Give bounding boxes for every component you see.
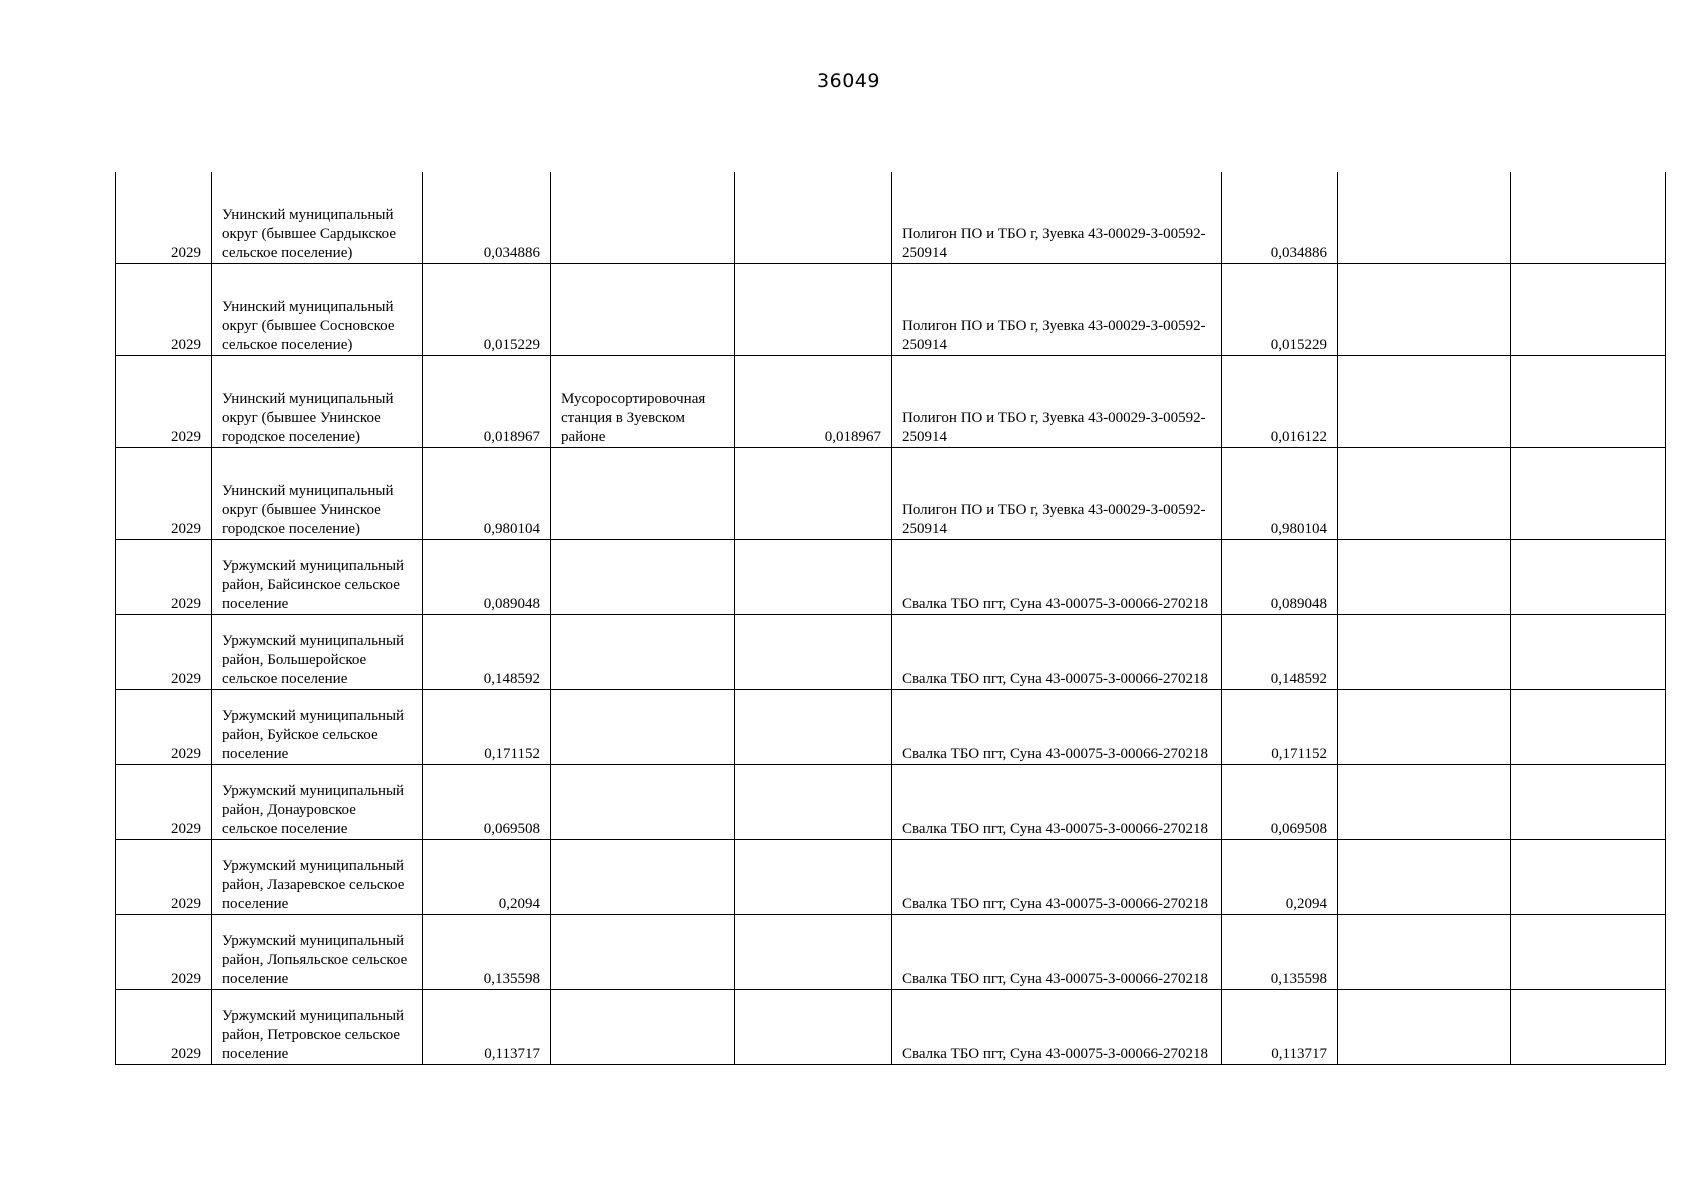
facility-volume-cell bbox=[735, 690, 892, 765]
year-cell: 2029 bbox=[116, 915, 212, 990]
volume-cell: 0,980104 bbox=[423, 448, 551, 540]
facility-volume-cell: 0,018967 bbox=[735, 356, 892, 448]
volume-cell: 0,018967 bbox=[423, 356, 551, 448]
volume-cell: 0,171152 bbox=[423, 690, 551, 765]
volume-cell: 0,069508 bbox=[423, 765, 551, 840]
extra-cell bbox=[1511, 840, 1666, 915]
disposal-object-cell: Свалка ТБО пгт, Суна 43-00075-З-00066-270218 bbox=[892, 990, 1222, 1065]
volume-cell: 0,015229 bbox=[423, 264, 551, 356]
municipality-cell: Уржумский муниципальный район, Лазаревское сельское поселение bbox=[212, 840, 423, 915]
table-row bbox=[116, 990, 1666, 1065]
extra-cell bbox=[1338, 540, 1511, 615]
disposal-object-cell: Свалка ТБО пгт, Суна 43-00075-З-00066-270218 bbox=[892, 615, 1222, 690]
disposal-object-cell: Свалка ТБО пгт, Суна 43-00075-З-00066-270218 bbox=[892, 765, 1222, 840]
facility-name-cell: Мусоросортировочная станция в Зуевском районе bbox=[551, 356, 735, 448]
facility-volume-cell bbox=[735, 540, 892, 615]
extra-cell bbox=[1338, 990, 1511, 1065]
facility-name-cell bbox=[551, 172, 735, 264]
extra-cell bbox=[1338, 264, 1511, 356]
municipality-cell: Унинский муниципальный округ (бывшее Сардыкское сельское поселение) bbox=[212, 172, 423, 264]
year-cell: 2029 bbox=[116, 540, 212, 615]
facility-volume-cell bbox=[735, 264, 892, 356]
object-volume-cell: 0,016122 bbox=[1222, 356, 1338, 448]
disposal-object-cell: Свалка ТБО пгт, Суна 43-00075-З-00066-270218 bbox=[892, 840, 1222, 915]
year-cell: 2029 bbox=[116, 990, 212, 1065]
volume-cell: 0,113717 bbox=[423, 990, 551, 1065]
municipality-cell: Уржумский муниципальный район, Большеройское сельское поселение bbox=[212, 615, 423, 690]
municipality-cell: Уржумский муниципальный район, Петровское сельское поселение bbox=[212, 990, 423, 1065]
extra-cell bbox=[1338, 765, 1511, 840]
facility-name-cell bbox=[551, 990, 735, 1065]
facility-name-cell bbox=[551, 448, 735, 540]
extra-cell bbox=[1511, 915, 1666, 990]
disposal-object-cell: Свалка ТБО пгт, Суна 43-00075-З-00066-270218 bbox=[892, 540, 1222, 615]
extra-cell bbox=[1511, 264, 1666, 356]
facility-name-cell bbox=[551, 264, 735, 356]
municipality-cell: Уржумский муниципальный район, Байсинское сельское поселение bbox=[212, 540, 423, 615]
disposal-object-cell: Полигон ПО и ТБО г, Зуевка 43-00029-З-00592-250914 bbox=[892, 264, 1222, 356]
table-row bbox=[116, 540, 1666, 615]
disposal-object-cell: Свалка ТБО пгт, Суна 43-00075-З-00066-270218 bbox=[892, 690, 1222, 765]
extra-cell bbox=[1338, 840, 1511, 915]
municipality-cell: Унинский муниципальный округ (бывшее Сосновское сельское поселение) bbox=[212, 264, 423, 356]
year-cell: 2029 bbox=[116, 172, 212, 264]
extra-cell bbox=[1511, 765, 1666, 840]
table-row bbox=[116, 615, 1666, 690]
volume-cell: 0,034886 bbox=[423, 172, 551, 264]
object-volume-cell: 0,034886 bbox=[1222, 172, 1338, 264]
waste-flow-table bbox=[115, 172, 1666, 1065]
facility-volume-cell bbox=[735, 172, 892, 264]
object-volume-cell: 0,069508 bbox=[1222, 765, 1338, 840]
extra-cell bbox=[1511, 448, 1666, 540]
municipality-cell: Уржумский муниципальный район, Донауровское сельское поселение bbox=[212, 765, 423, 840]
object-volume-cell: 0,2094 bbox=[1222, 840, 1338, 915]
table-row bbox=[116, 690, 1666, 765]
object-volume-cell: 0,148592 bbox=[1222, 615, 1338, 690]
municipality-cell: Унинский муниципальный округ (бывшее Унинское городское поселение) bbox=[212, 356, 423, 448]
year-cell: 2029 bbox=[116, 840, 212, 915]
page-number: 36049 bbox=[817, 70, 880, 92]
extra-cell bbox=[1511, 356, 1666, 448]
disposal-object-cell: Полигон ПО и ТБО г, Зуевка 43-00029-З-00592-250914 bbox=[892, 448, 1222, 540]
object-volume-cell: 0,113717 bbox=[1222, 990, 1338, 1065]
facility-volume-cell bbox=[735, 448, 892, 540]
volume-cell: 0,2094 bbox=[423, 840, 551, 915]
year-cell: 2029 bbox=[116, 356, 212, 448]
volume-cell: 0,148592 bbox=[423, 615, 551, 690]
facility-volume-cell bbox=[735, 615, 892, 690]
extra-cell bbox=[1338, 448, 1511, 540]
table-row bbox=[116, 840, 1666, 915]
extra-cell bbox=[1338, 915, 1511, 990]
volume-cell: 0,089048 bbox=[423, 540, 551, 615]
extra-cell bbox=[1511, 615, 1666, 690]
object-volume-cell: 0,015229 bbox=[1222, 264, 1338, 356]
facility-name-cell bbox=[551, 690, 735, 765]
extra-cell bbox=[1338, 615, 1511, 690]
table-row bbox=[116, 264, 1666, 356]
disposal-object-cell: Полигон ПО и ТБО г, Зуевка 43-00029-З-00592-250914 bbox=[892, 172, 1222, 264]
object-volume-cell: 0,980104 bbox=[1222, 448, 1338, 540]
year-cell: 2029 bbox=[116, 765, 212, 840]
facility-volume-cell bbox=[735, 840, 892, 915]
volume-cell: 0,135598 bbox=[423, 915, 551, 990]
table-row bbox=[116, 765, 1666, 840]
facility-name-cell bbox=[551, 540, 735, 615]
facility-name-cell bbox=[551, 915, 735, 990]
extra-cell bbox=[1338, 690, 1511, 765]
extra-cell bbox=[1338, 172, 1511, 264]
facility-name-cell bbox=[551, 765, 735, 840]
disposal-object-cell: Свалка ТБО пгт, Суна 43-00075-З-00066-270218 bbox=[892, 915, 1222, 990]
extra-cell bbox=[1511, 540, 1666, 615]
object-volume-cell: 0,135598 bbox=[1222, 915, 1338, 990]
year-cell: 2029 bbox=[116, 264, 212, 356]
year-cell: 2029 bbox=[116, 615, 212, 690]
facility-name-cell bbox=[551, 615, 735, 690]
table-row bbox=[116, 172, 1666, 264]
extra-cell bbox=[1511, 172, 1666, 264]
facility-volume-cell bbox=[735, 990, 892, 1065]
object-volume-cell: 0,089048 bbox=[1222, 540, 1338, 615]
municipality-cell: Уржумский муниципальный район, Лопьяльское сельское поселение bbox=[212, 915, 423, 990]
table-row bbox=[116, 448, 1666, 540]
object-volume-cell: 0,171152 bbox=[1222, 690, 1338, 765]
year-cell: 2029 bbox=[116, 448, 212, 540]
extra-cell bbox=[1511, 990, 1666, 1065]
extra-cell bbox=[1511, 690, 1666, 765]
table-row bbox=[116, 915, 1666, 990]
table-row bbox=[116, 356, 1666, 448]
municipality-cell: Унинский муниципальный округ (бывшее Унинское городское поселение) bbox=[212, 448, 423, 540]
facility-name-cell bbox=[551, 840, 735, 915]
facility-volume-cell bbox=[735, 915, 892, 990]
extra-cell bbox=[1338, 356, 1511, 448]
year-cell: 2029 bbox=[116, 690, 212, 765]
municipality-cell: Уржумский муниципальный район, Буйское сельское поселение bbox=[212, 690, 423, 765]
facility-volume-cell bbox=[735, 765, 892, 840]
disposal-object-cell: Полигон ПО и ТБО г, Зуевка 43-00029-З-00592-250914 bbox=[892, 356, 1222, 448]
